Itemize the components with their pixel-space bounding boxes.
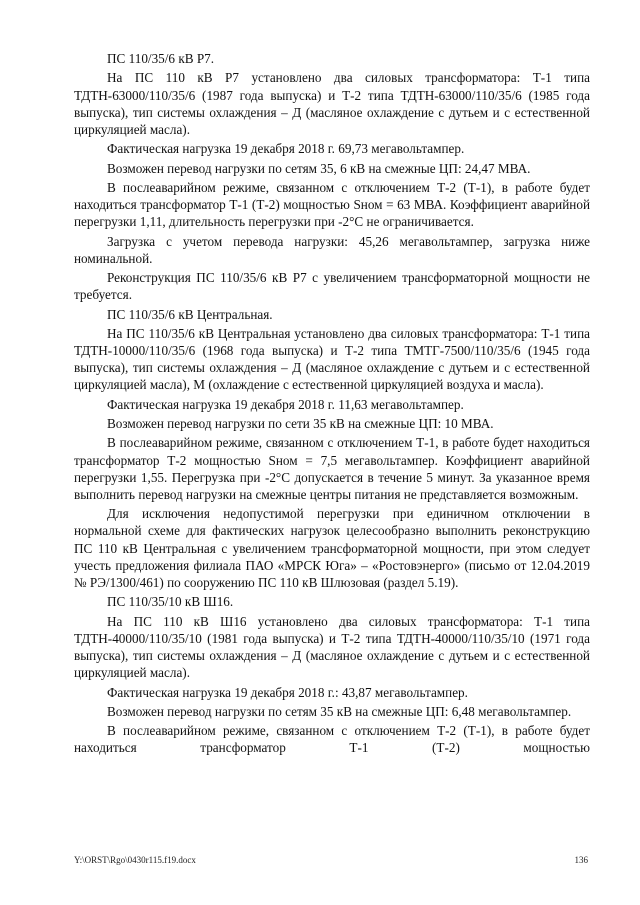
paragraph: Фактическая нагрузка 19 декабря 2018 г.: 43,87 мегавольтампер. [107, 684, 468, 700]
paragraph: В послеаварийном режиме, связанном с отключением Т-2 (Т-1), в работе будет находиться трансформатор Т-1 (Т-2) мощностью [74, 723, 590, 756]
paragraph: Фактическая нагрузка 19 декабря 2018 г. 11,63 мегавольтампер. [107, 396, 464, 412]
paragraph: Возможен перевод нагрузки по сетям 35 кВ на смежные ЦП: 6,48 мегавольтампер. [107, 703, 572, 719]
page-footer [74, 855, 590, 869]
page-number: 136 [574, 855, 588, 865]
paragraph: Фактическая нагрузка 19 декабря 2018 г. 69,73 мегавольтампер. [107, 141, 465, 157]
paragraph: На ПС 110 кВ Р7 установлено два силовых трансформатора: Т-1 типа ТДТН-63000/110/35/6 (1987 года выпуска) и Т-2 типа ТДТН-63000/110/35/6 (1985 года выпуска), тип системы охлаждения – Д (масляное охлаждение с дутьем и с естественной циркуляцией масла). [74, 70, 590, 137]
paragraph: Возможен перевод нагрузки по сети 35 кВ на смежные ЦП: 10 МВА. [107, 416, 494, 431]
paragraph: На ПС 110/35/6 кВ Центральная установлено два силовых трансформатора: Т-1 типа ТДТН-10000/110/35/6 (1968 года выпуска) и Т-2 типа ТМТГ-7500/110/35/6 (1945 года выпуска), тип системы охлаждения – Д (масляное охлаждение с дутьем и с естественной циркуляцией масла), М (охлаждение с естественной циркуляцией воздуха и масла). [74, 325, 590, 393]
paragraph: Реконструкция ПС 110/35/6 кВ Р7 с увеличением трансформаторной мощности не требуется. [74, 270, 590, 303]
paragraph: В послеаварийном режиме, связанном с отключением Т-2 (Т-1), в работе будет находиться трансформатор Т-1 (Т-2) мощностью Sном = 63 МВА. Коэффициент аварийной перегрузки 1,11, длительность перегрузки при -2°С не ограничивается. [74, 179, 590, 230]
paragraph: В послеаварийном режиме, связанном с отключением Т-1, в работе будет находиться трансформатор Т-2 мощностью Sном = 7,5 мегавольтампер. Коэффициент аварийной перегрузки 1,55. Перегрузка при -2°С допускается в течение 5 минут. За указанное время выполнить перевод нагрузки на смежные центры питания не представляется возможным. [74, 435, 590, 502]
section-heading-p7: ПС 110/35/6 кВ Р7. [107, 51, 215, 66]
document-body [74, 50, 590, 759]
section-heading-sh16: ПС 110/35/10 кВ Ш16. [107, 594, 234, 610]
paragraph: Загрузка с учетом перевода нагрузки: 45,26 мегавольтампер, загрузка ниже номинальной. [74, 233, 590, 266]
section-heading-central: ПС 110/35/6 кВ Центральная. [107, 306, 273, 322]
paragraph: На ПС 110 кВ Ш16 установлено два силовых трансформатора: Т-1 типа ТДТН-40000/110/35/10 (1981 года выпуска) и Т-2 типа ТДТН-40000/110/35/10 (1971 года выпуска), тип системы охлаждения – Д (масляное охлаждение с дутьем и с естественной циркуляцией масла). [74, 613, 590, 681]
paragraph: Для исключения недопустимой перегрузки при единичном отключении в нормальной схеме для фактических нагрузок целесообразно выполнить реконструкцию ПС 110 кВ Центральная с увеличением трансформаторной мощности, при этом следует учесть предложения филиала ПАО «МРСК Юга» – «Ростовэнерго» (письмо от 12.04.2019 № РЭ/1300/461) по сооружению ПС 110 кВ Шлюзовая (раздел 5.19). [74, 506, 590, 591]
file-path: Y:\ORST\Rgo\0430r115.f19.docx [74, 855, 196, 865]
paragraph: Возможен перевод нагрузки по сетям 35, 6 кВ на смежные ЦП: 24,47 МВА. [107, 160, 531, 176]
